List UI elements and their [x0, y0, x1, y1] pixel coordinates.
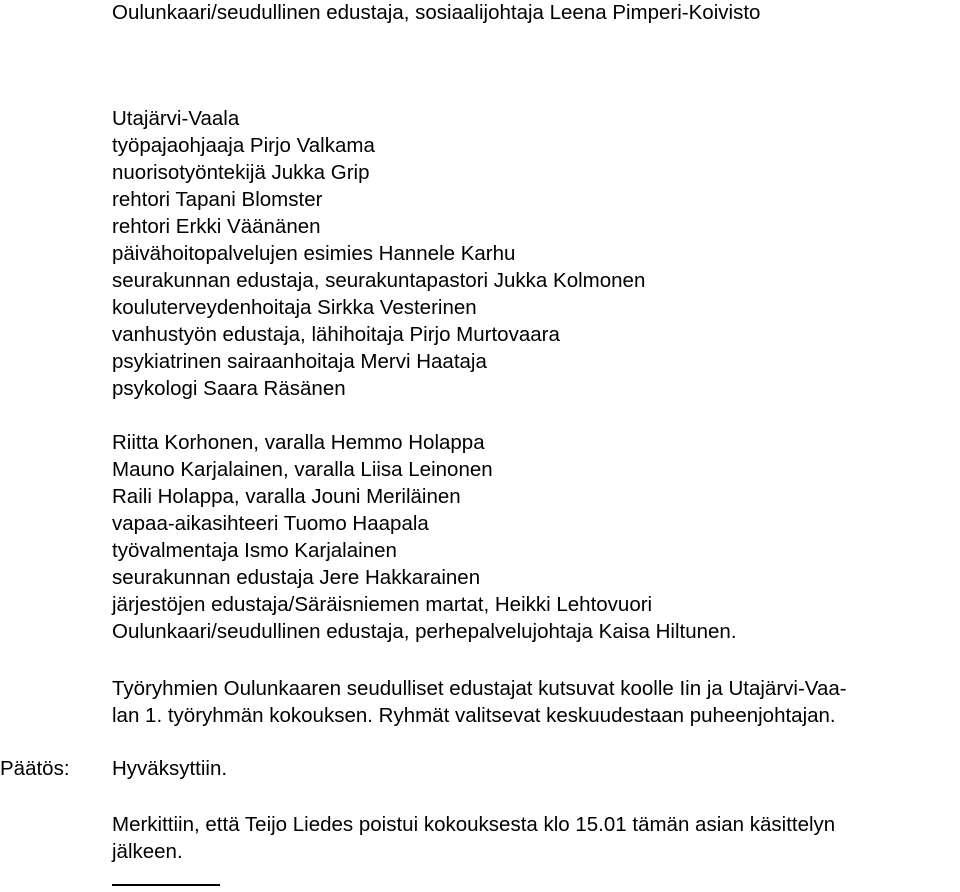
member-line: järjestöjen edustaja/Säräisniemen martat, Heikki Lehtovuori	[112, 593, 653, 616]
member-line: vanhustyön edustaja, lähihoitaja Pirjo Murtovaara	[112, 323, 560, 346]
member-line: kouluterveydenhoitaja Sirkka Vesterinen	[112, 296, 477, 319]
member-line: työpajaohjaaja Pirjo Valkama	[112, 134, 375, 157]
proposal-line: Työryhmien Oulunkaaren seudulliset edustajat kutsuvat koolle Iin ja Utajärvi-Vaa-	[112, 677, 847, 700]
decision-text: Hyväksyttiin.	[112, 757, 228, 780]
member-line: Raili Holappa, varalla Jouni Meriläinen	[112, 485, 461, 508]
member-line: seurakunnan edustaja, seurakuntapastori Jukka Kolmonen	[112, 269, 646, 292]
member-line: työvalmentaja Ismo Karjalainen	[112, 539, 397, 562]
member-line: Mauno Karjalainen, varalla Liisa Leinonen	[112, 458, 493, 481]
member-line: psykiatrinen sairaanhoitaja Mervi Haataja	[112, 350, 487, 373]
member-line: nuorisotyöntekijä Jukka Grip	[112, 161, 370, 184]
member-line: Riitta Korhonen, varalla Hemmo Holappa	[112, 431, 485, 454]
proposal-line: lan 1. työryhmän kokouksen. Ryhmät valitsevat keskuudestaan puheenjohtajan.	[112, 704, 836, 727]
member-line: Oulunkaari/seudullinen edustaja, perhepalvelujohtaja Kaisa Hiltunen.	[112, 620, 737, 643]
member-line: päivähoitopalvelujen esimies Hannele Karhu	[112, 242, 516, 265]
member-line: rehtori Tapani Blomster	[112, 188, 323, 211]
member-line: seurakunnan edustaja Jere Hakkarainen	[112, 566, 481, 589]
end-rule	[112, 884, 220, 886]
note-line: jälkeen.	[112, 840, 183, 863]
member-line: vapaa-aikasihteeri Tuomo Haapala	[112, 512, 429, 535]
decision-label: Päätös:	[0, 757, 70, 780]
note-line: Merkittiin, että Teijo Liedes poistui kokouksesta klo 15.01 tämän asian käsittelyn	[112, 813, 836, 836]
member-line: rehtori Erkki Väänänen	[112, 215, 321, 238]
member-line: psykologi Saara Räsänen	[112, 377, 346, 400]
group-title: Utajärvi-Vaala	[112, 107, 240, 130]
header-line: Oulunkaari/seudullinen edustaja, sosiaalijohtaja Leena Pimperi-Koivisto	[112, 1, 761, 24]
